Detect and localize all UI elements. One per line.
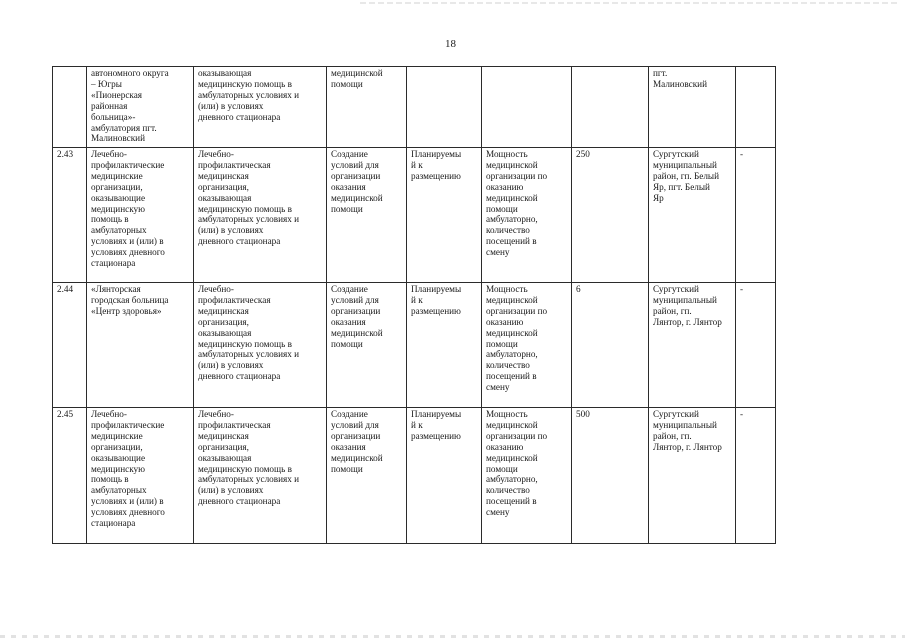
note-cell xyxy=(736,67,776,148)
object-name-cell: автономного округа – Югры «Пионерская районная больница»- амбулатория пгт. Малиновский xyxy=(87,67,194,148)
capacity-label-cell: Мощность медицинской организации по оказанию медицинской помощи амбулаторно, количество посещений в смену xyxy=(482,408,572,544)
object-status-cell xyxy=(407,67,482,148)
location-cell: пгт. Малиновский xyxy=(649,67,736,148)
object-goal-cell: Создание условий для организации оказания медицинской помощи xyxy=(327,283,407,408)
object-purpose-cell: Лечебно- профилактическая медицинская организация, оказывающая медицинскую помощь в амбулаторных условиях и (или) в условиях дневного стационара xyxy=(194,408,327,544)
object-status-cell: Планируемы й к размещению xyxy=(407,148,482,283)
scan-artifact-bottom xyxy=(0,635,905,638)
capacity-label-cell xyxy=(482,67,572,148)
capacity-value-cell: 250 xyxy=(572,148,649,283)
location-cell: Сургутский муниципальный район, гп. Лянтор, г. Лянтор xyxy=(649,283,736,408)
planning-objects-table xyxy=(52,66,776,544)
table-row xyxy=(53,67,776,148)
note-cell: - xyxy=(736,408,776,544)
page-number: 18 xyxy=(445,38,456,50)
object-goal-cell: медицинской помощи xyxy=(327,67,407,148)
row-number-cell: 2.44 xyxy=(53,283,87,408)
location-cell: Сургутский муниципальный район, гп. Лянтор, г. Лянтор xyxy=(649,408,736,544)
note-cell: - xyxy=(736,148,776,283)
object-purpose-cell: Лечебно- профилактическая медицинская организация, оказывающая медицинскую помощь в амбулаторных условиях и (или) в условиях дневного стационара xyxy=(194,148,327,283)
table-row xyxy=(53,148,776,283)
object-goal-cell: Создание условий для организации оказания медицинской помощи xyxy=(327,408,407,544)
row-number-cell: 2.43 xyxy=(53,148,87,283)
row-number-cell: 2.45 xyxy=(53,408,87,544)
scan-artifact-top xyxy=(360,2,900,4)
capacity-value-cell: 6 xyxy=(572,283,649,408)
object-name-cell: Лечебно- профилактические медицинские организации, оказывающие медицинскую помощь в амбулаторных условиях и (или) в условиях дневного стационара xyxy=(87,148,194,283)
object-status-cell: Планируемы й к размещению xyxy=(407,408,482,544)
object-goal-cell: Создание условий для организации оказания медицинской помощи xyxy=(327,148,407,283)
capacity-label-cell: Мощность медицинской организации по оказанию медицинской помощи амбулаторно, количество посещений в смену xyxy=(482,283,572,408)
object-purpose-cell: Лечебно- профилактическая медицинская организация, оказывающая медицинскую помощь в амбулаторных условиях и (или) в условиях дневного стационара xyxy=(194,283,327,408)
row-number-cell xyxy=(53,67,87,148)
note-cell: - xyxy=(736,283,776,408)
table-row xyxy=(53,408,776,544)
capacity-value-cell xyxy=(572,67,649,148)
object-name-cell: Лечебно- профилактические медицинские организации, оказывающие медицинскую помощь в амбулаторных условиях и (или) в условиях дневного стационара xyxy=(87,408,194,544)
object-purpose-cell: оказывающая медицинскую помощь в амбулаторных условиях и (или) в условиях дневного стационара xyxy=(194,67,327,148)
capacity-label-cell: Мощность медицинской организации по оказанию медицинской помощи амбулаторно, количество посещений в смену xyxy=(482,148,572,283)
capacity-value-cell: 500 xyxy=(572,408,649,544)
location-cell: Сургутский муниципальный район, гп. Белый Яр, пгт. Белый Яр xyxy=(649,148,736,283)
object-status-cell: Планируемы й к размещению xyxy=(407,283,482,408)
object-name-cell: «Лянторская городская больница «Центр здоровья» xyxy=(87,283,194,408)
table-row xyxy=(53,283,776,408)
